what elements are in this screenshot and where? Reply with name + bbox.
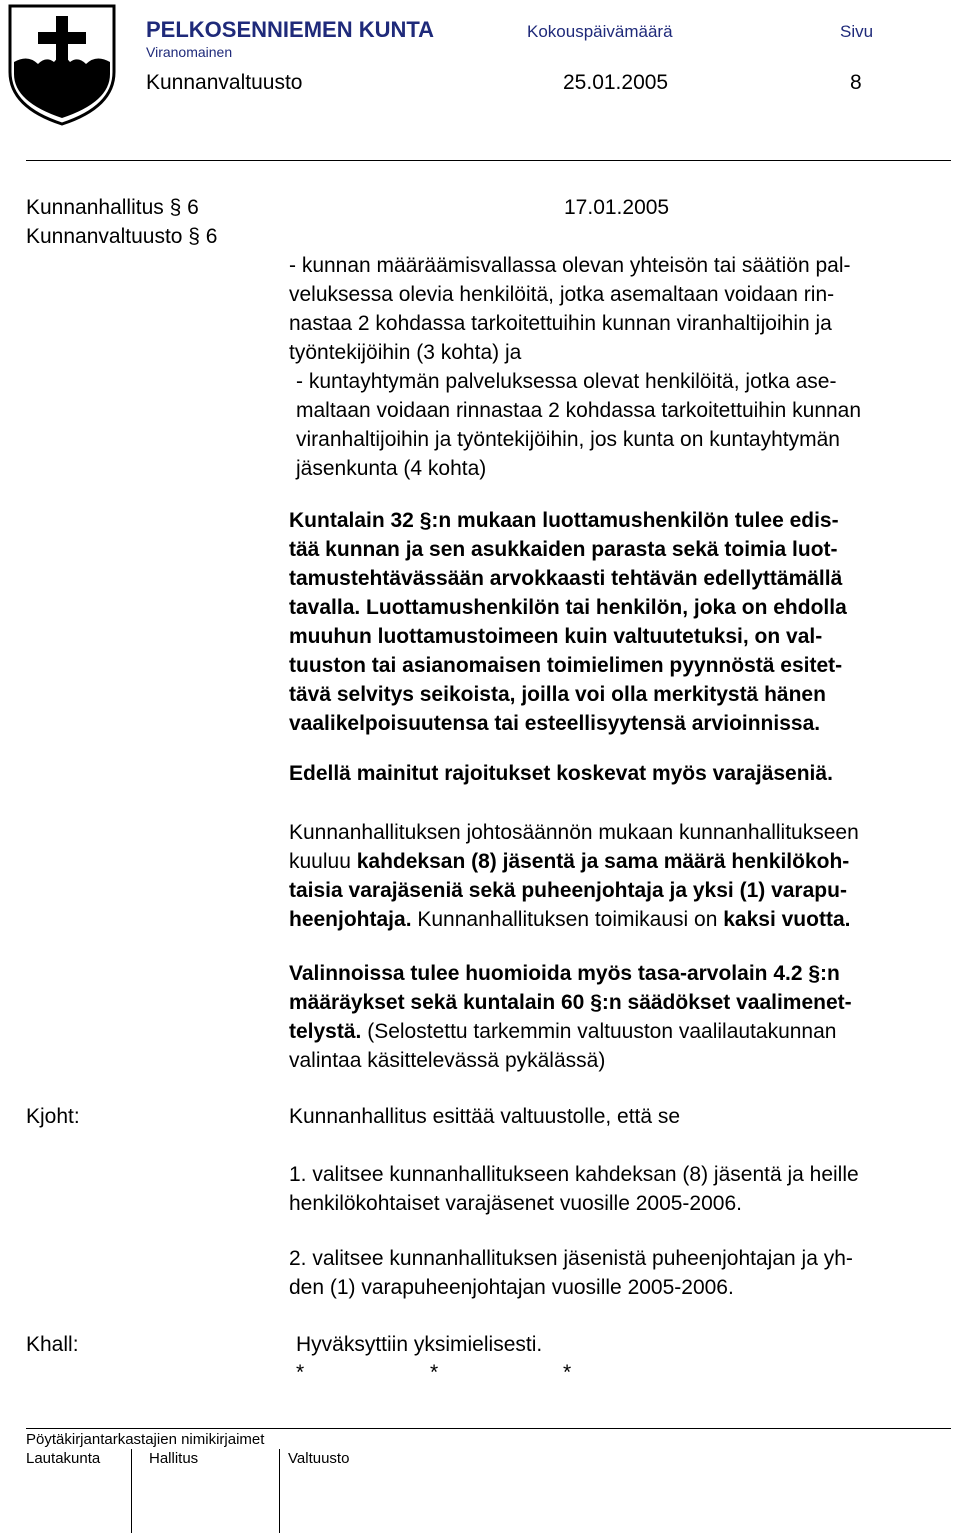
text-line: viranhaltijoihin ja työntekijöihin, jos kunta on kuntayhtymän bbox=[296, 428, 840, 451]
text-line: valintaa käsittelevässä pykälässä) bbox=[289, 1049, 606, 1072]
text-line: Kunnanhallituksen johtosäännön mukaan kunnanhallitukseen bbox=[289, 821, 859, 844]
text-line: määräykset sekä kuntalain 60 §:n säädökset vaalimenet- bbox=[289, 991, 852, 1014]
page-label: Sivu bbox=[840, 22, 874, 41]
text-line: tävä selvitys seikoista, joilla voi olla merkitystä hänen bbox=[289, 683, 826, 706]
text-line: vaalikelpoisuutensa tai esteellisyytensä arvioinnissa. bbox=[289, 712, 821, 735]
text-line: jäsenkunta (4 kohta) bbox=[296, 457, 487, 480]
text-span: Kunnanhallituksen toimikausi on bbox=[411, 908, 724, 931]
text-line: taisia varajäseniä sekä puheenjohtaja ja yksi (1) varapu- bbox=[289, 879, 847, 902]
proposal-label: Kjoht: bbox=[26, 1105, 80, 1128]
footer-divider bbox=[26, 1428, 951, 1429]
kuntalaki-paragraph bbox=[289, 506, 847, 738]
johtosaanto-paragraph bbox=[289, 818, 859, 934]
text-line: Kuntalain 32 §:n mukaan luottamushenkilön tulee edis- bbox=[289, 509, 839, 532]
text-line: tää kunnan ja sen asukkaiden parasta sekä toimia luot- bbox=[289, 538, 838, 561]
footer-title: Pöytäkirjantarkastajien nimikirjaimet bbox=[26, 1431, 265, 1448]
text-line: 2. valitsee kunnanhallituksen jäsenistä puheenjohtajan ja yh- bbox=[289, 1247, 853, 1270]
text-line: henkilökohtaiset varajäsenet vuosille 2005-2006. bbox=[289, 1192, 742, 1215]
footer-column-valtuusto: Valtuusto bbox=[288, 1450, 350, 1467]
proposal-intro: Kunnanhallitus esittää valtuustolle, että se bbox=[289, 1105, 681, 1128]
text-line: tavalla. Luottamushenkilön tai henkilön, joka on ehdolla bbox=[289, 596, 847, 619]
meeting-date-label: Kokouspäivämäärä bbox=[527, 22, 673, 41]
footer-column-divider bbox=[131, 1449, 132, 1533]
text-line bbox=[289, 847, 859, 876]
authority: Kunnanvaltuusto bbox=[146, 71, 303, 94]
list-item-3 bbox=[289, 251, 850, 367]
restrictions-note: Edellä mainitut rajoitukset koskevat myös varajäseniä. bbox=[289, 762, 833, 785]
text-span-bold: telystä. bbox=[289, 1020, 362, 1043]
text-line: - kuntayhtymän palveluksessa olevat henkilöitä, jotka ase- bbox=[296, 370, 837, 393]
footer-column-hallitus: Hallitus bbox=[149, 1450, 199, 1467]
page-number: 8 bbox=[850, 71, 862, 94]
text-line: tuuston tai asianomaisen toimielimen pyynnöstä esitet- bbox=[289, 654, 843, 677]
text-line: muuhun luottamustoimeen kuin valtuutetuksi, on val- bbox=[289, 625, 823, 648]
footer-column-divider bbox=[279, 1449, 280, 1533]
text-span-bold: heenjohtaja. bbox=[289, 908, 412, 931]
text-line: nastaa 2 kohdassa tarkoitettuihin kunnan viranhaltijoihin ja bbox=[289, 312, 832, 335]
list-item-4 bbox=[296, 367, 861, 483]
separator-star: * bbox=[563, 1361, 572, 1384]
text-line: maltaan voidaan rinnastaa 2 kohdassa tarkoitettuihin kunnan bbox=[296, 399, 862, 422]
valinnoissa-paragraph bbox=[289, 959, 852, 1075]
municipality-name: PELKOSENNIEMEN KUNTA bbox=[146, 17, 435, 42]
text-line bbox=[289, 1017, 852, 1046]
text-span: kuuluu bbox=[289, 850, 357, 873]
text-line: tamustehtävässään arvokkaasti tehtävän edellyttämällä bbox=[289, 567, 843, 590]
decision-label: Khall: bbox=[26, 1333, 79, 1356]
coat-of-arms-logo bbox=[6, 2, 118, 127]
text-span-bold: kahdeksan (8) jäsentä ja sama määrä henkilökoh- bbox=[356, 850, 850, 873]
separator-star: * bbox=[430, 1361, 439, 1384]
text-line: veluksessa olevia henkilöitä, jotka asemaltaan voidaan rin- bbox=[289, 283, 835, 306]
meeting-date: 25.01.2005 bbox=[563, 71, 669, 94]
text-line: 1. valitsee kunnanhallitukseen kahdeksan (8) jäsentä ja heille bbox=[289, 1163, 859, 1186]
text-span: (Selostettu tarkemmin valtuuston vaalilautakunnan bbox=[361, 1020, 837, 1043]
decision-text: Hyväksyttiin yksimielisesti. bbox=[296, 1333, 543, 1356]
text-line: - kunnan määräämisvallassa olevan yhteisön tai säätiön pal- bbox=[289, 254, 851, 277]
reference-kunnanvaltuusto: Kunnanvaltuusto § 6 bbox=[26, 225, 218, 248]
header-divider bbox=[26, 160, 951, 161]
footer-column-lautakunta: Lautakunta bbox=[26, 1450, 101, 1467]
text-line: den (1) varapuheenjohtajan vuosille 2005-2006. bbox=[289, 1276, 734, 1299]
reference-kunnanhallitus: Kunnanhallitus § 6 bbox=[26, 196, 199, 219]
proposal-item-2 bbox=[289, 1244, 853, 1302]
text-span-bold: kaksi vuotta. bbox=[723, 908, 851, 931]
text-line: Valinnoissa tulee huomioida myös tasa-arvolain 4.2 §:n bbox=[289, 962, 840, 985]
text-line: työntekijöihin (3 kohta) ja bbox=[289, 341, 522, 364]
authority-label: Viranomainen bbox=[146, 44, 233, 60]
proposal-item-1 bbox=[289, 1160, 859, 1218]
separator-star: * bbox=[296, 1361, 305, 1384]
text-line bbox=[289, 905, 859, 934]
reference-date: 17.01.2005 bbox=[564, 196, 670, 219]
